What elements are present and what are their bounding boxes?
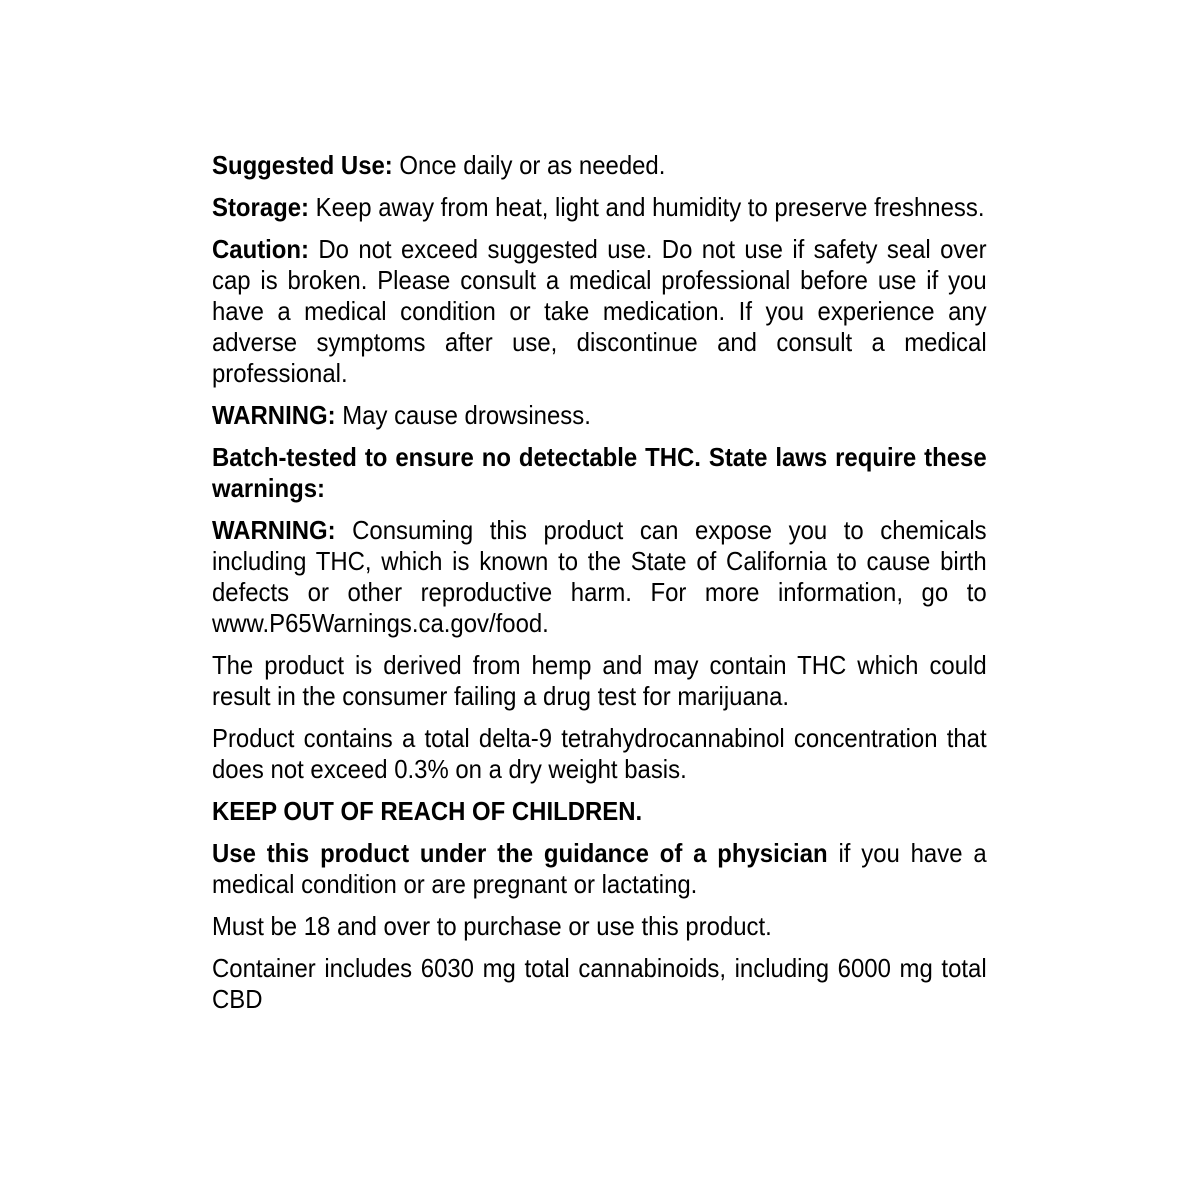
paragraph-text: May cause drowsiness.: [342, 400, 591, 430]
label-paragraph: [212, 953, 987, 1015]
label-paragraph: [212, 723, 987, 785]
paragraph-text: Do not exceed suggested use. Do not use if safety seal over cap is broken. Please consult a medical professional before use if you have a medical condition or take medication. If you experience any adverse symptoms after use, discontinue and consult a medical professional.: [212, 234, 987, 388]
label-paragraph: [212, 796, 987, 827]
label-paragraph: [212, 650, 987, 712]
paragraph-lead: Suggested Use:: [212, 150, 393, 180]
paragraph-lead: WARNING:: [212, 400, 336, 430]
paragraph-text: Once daily or as needed.: [399, 150, 666, 180]
paragraph-text: Must be 18 and over to purchase or use this product.: [212, 911, 772, 941]
paragraph-text: Consuming this product can expose you to chemicals including THC, which is known to the State of California to cause birth defects or other reproductive harm. For more information, go to www.P65Warnings.ca.gov/food.: [212, 515, 987, 638]
label-paragraph: [212, 515, 987, 639]
paragraph-lead: Storage:: [212, 192, 310, 222]
label-paragraph: [212, 192, 987, 223]
label-paragraph: [212, 838, 987, 900]
paragraph-text: Keep away from heat, light and humidity to preserve freshness.: [315, 192, 985, 222]
paragraph-text: Batch-tested to ensure no detectable THC. State laws require these warnings:: [212, 442, 987, 503]
paragraph-text: if you have a medical condition or are pregnant or lactating.: [212, 838, 987, 899]
paragraph-text: KEEP OUT OF REACH OF CHILDREN.: [212, 796, 643, 826]
paragraph-text: The product is derived from hemp and may contain THC which could result in the consumer failing a drug test for marijuana.: [212, 650, 987, 711]
paragraph-text: Container includes 6030 mg total cannabinoids, including 6000 mg total CBD: [212, 953, 987, 1014]
label-paragraph: [212, 234, 987, 389]
label-paragraph: [212, 442, 987, 504]
paragraph-lead: Use this product under the guidance of a physician: [212, 838, 828, 868]
label-paragraph: [212, 911, 987, 942]
paragraph-text: Product contains a total delta-9 tetrahydrocannabinol concentration that does not exceed 0.3% on a dry weight basis.: [212, 723, 987, 784]
label-paragraph: [212, 400, 987, 431]
paragraph-lead: WARNING:: [212, 515, 336, 545]
label-paragraph: [212, 150, 987, 181]
product-label-text-block: [212, 150, 987, 1015]
paragraph-lead: Caution:: [212, 234, 309, 264]
